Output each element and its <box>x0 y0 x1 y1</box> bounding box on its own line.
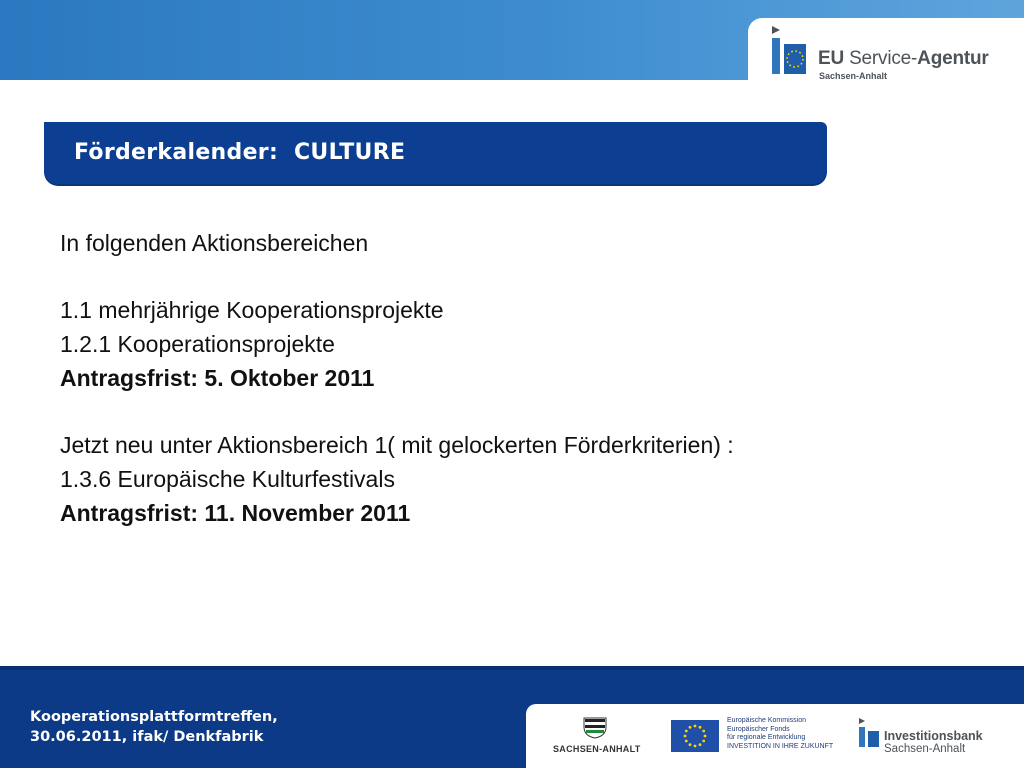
slide-content <box>60 226 960 530</box>
investitionsbank-title: Investitionsbank <box>884 729 983 743</box>
content-line-1-3-6: 1.3.6 Europäische Kulturfestivals <box>60 466 395 492</box>
deadline-line-1: Antragsfrist: 5. Oktober 2011 <box>60 365 375 391</box>
investitionsbank-subtitle: Sachsen-Anhalt <box>884 743 966 755</box>
footer-caption-line-2: 30.06.2011, ifak/ Denkfabrik <box>30 729 264 745</box>
eu-service-agentur-logo-subtitle: Sachsen-Anhalt <box>819 71 888 81</box>
eu-service-agentur-logo-icon <box>770 26 810 78</box>
content-line-intro: In folgenden Aktionsbereichen <box>60 230 369 256</box>
content-line-1-2-1: 1.2.1 Kooperationsprojekte <box>60 331 335 357</box>
sachsen-anhalt-label: SACHSEN-ANHALT <box>553 744 641 754</box>
investitionsbank-logo-icon <box>857 718 881 748</box>
content-line-1-1: 1.1 mehrjährige Kooperationsprojekte <box>60 297 444 323</box>
eu-funding-text: Europäische Kommission Europäischer Fonds für regionale Entwicklung INVESTITION IN IHRE ZUKUNFT <box>727 717 834 750</box>
footer-caption-line-1: Kooperationsplattformtreffen, <box>30 709 278 725</box>
eu-service-agentur-logo-title: EU Service-Agentur <box>818 48 989 69</box>
deadline-line-2: Antragsfrist: 11. November 2011 <box>60 500 411 526</box>
footer-caption <box>30 707 278 747</box>
sachsen-anhalt-crest-icon <box>583 717 607 739</box>
eu-flag-icon <box>671 720 719 752</box>
content-line-new: Jetzt neu unter Aktionsbereich 1( mit gelockerten Förderkriterien) : <box>60 432 734 458</box>
slide-title: Förderkalender: CULTURE <box>74 140 406 165</box>
